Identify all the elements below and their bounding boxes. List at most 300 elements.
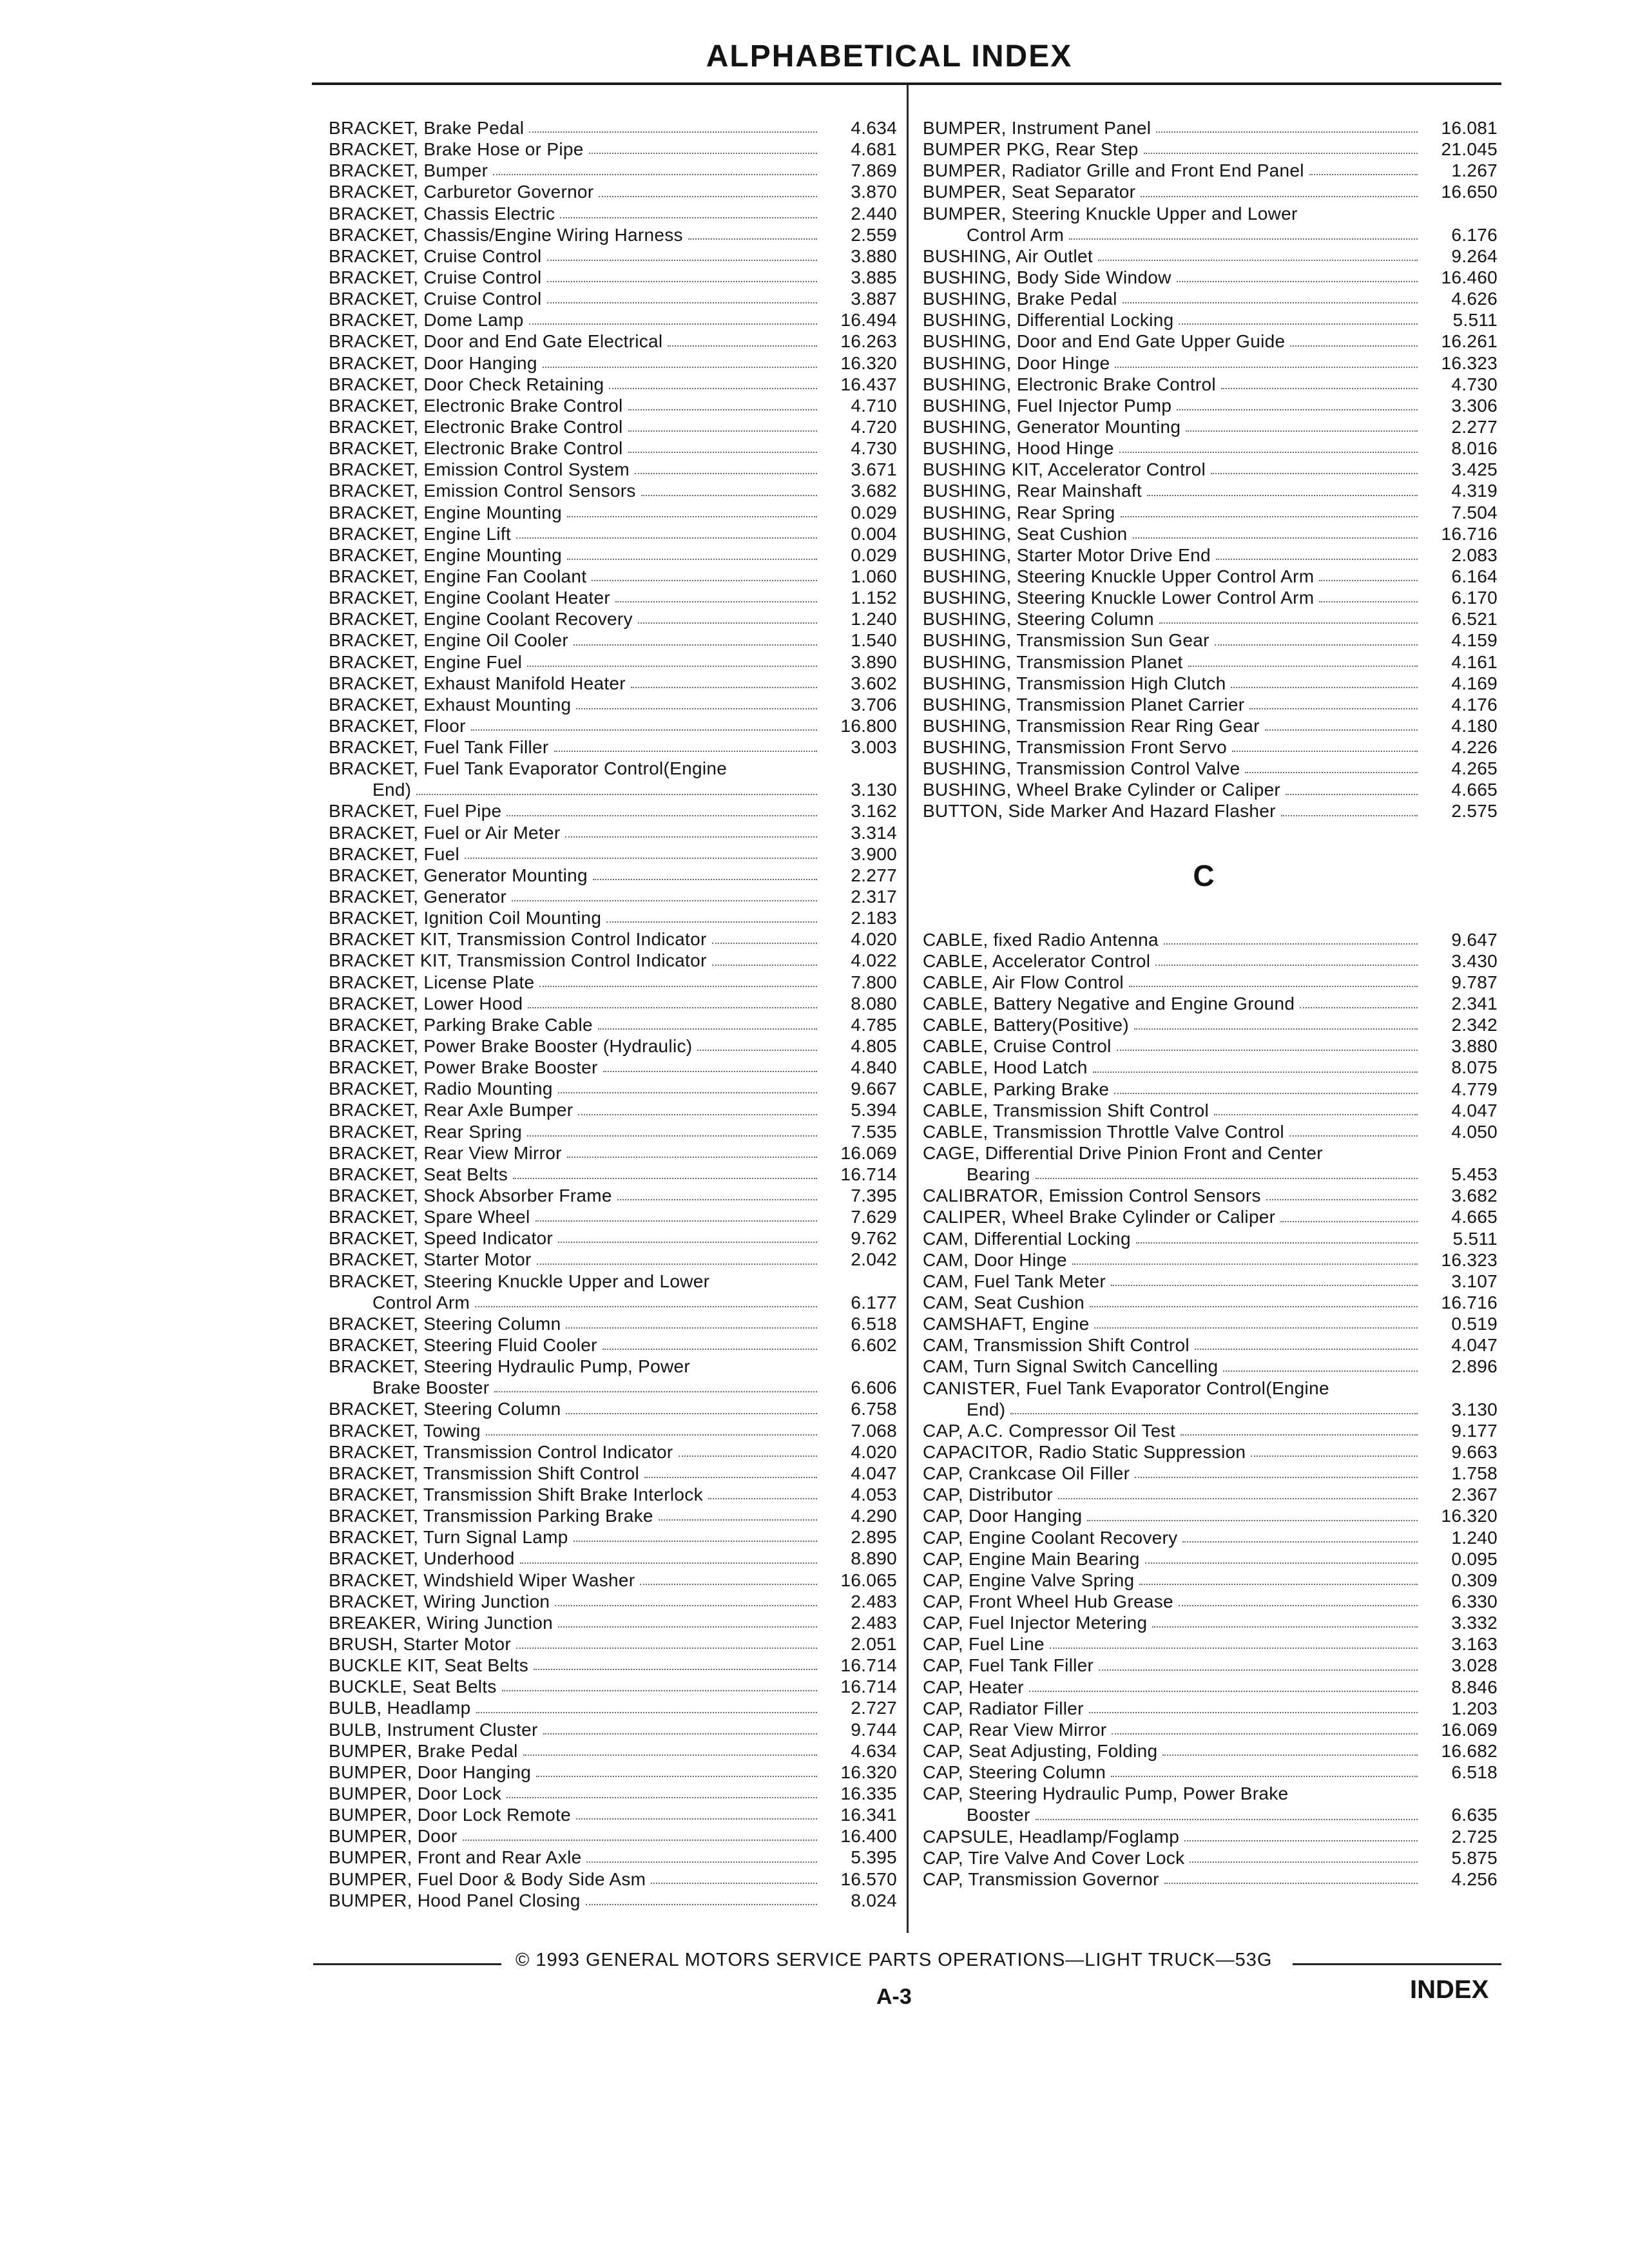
entry-page-ref: 21.045 — [1441, 139, 1498, 160]
footer-copyright: © 1993 GENERAL MOTORS SERVICE PARTS OPERATIONS—LIGHT TRUCK—53G — [516, 1950, 1273, 1970]
entry-label: BUSHING, Transmission Planet Carrier — [923, 694, 1245, 715]
index-entry — [329, 1164, 897, 1185]
entry-page-ref: 6.170 — [1451, 588, 1498, 608]
entry-label: CABLE, Hood Latch — [923, 1057, 1088, 1078]
entry-page-ref: 9.663 — [1451, 1442, 1498, 1462]
entry-label: BRACKET, Chassis/Engine Wiring Harness — [329, 224, 683, 245]
entry-page-ref: 4.159 — [1451, 630, 1498, 651]
entry-label: BRACKET, Wiring Junction — [329, 1591, 550, 1611]
entry-label: BRUSH, Starter Motor — [329, 1633, 511, 1654]
entry-label: CABLE, Parking Brake — [923, 1079, 1110, 1099]
entry-label: CAP, Engine Coolant Recovery — [923, 1527, 1178, 1548]
index-entry — [329, 395, 897, 416]
dot-leader — [547, 260, 817, 261]
entry-page-ref: 4.047 — [1451, 1100, 1498, 1120]
entry-page-ref: 3.107 — [1451, 1271, 1498, 1291]
index-entry — [329, 1612, 897, 1633]
entry-label: BRACKET, Windshield Wiper Washer — [329, 1570, 635, 1590]
entry-page-ref: 5.395 — [851, 1847, 897, 1868]
entry-label: BRACKET, Emission Control System — [329, 459, 630, 480]
entry-page-ref: 8.024 — [851, 1890, 897, 1910]
entry-page-ref: 4.265 — [1451, 758, 1498, 779]
entry-page-ref: 8.080 — [851, 993, 897, 1014]
dot-leader — [1117, 1050, 1418, 1051]
dot-leader — [1186, 430, 1418, 432]
index-entry — [329, 502, 897, 523]
index-entry — [923, 1420, 1498, 1441]
entry-label: Brake Booster — [372, 1378, 490, 1398]
entry-page-ref: 6.602 — [851, 1335, 897, 1355]
dot-leader — [603, 1071, 817, 1072]
entry-page-ref: 16.081 — [1441, 117, 1498, 138]
entry-page-ref: 16.714 — [840, 1655, 897, 1676]
dot-leader — [679, 1456, 817, 1457]
index-entry — [329, 1099, 897, 1120]
entry-page-ref: 7.869 — [851, 160, 897, 181]
entry-page-ref: 6.758 — [851, 1399, 897, 1419]
index-entry — [329, 1697, 897, 1718]
entry-label: BRACKET, Rear Spring — [329, 1121, 523, 1142]
index-entry — [329, 1762, 897, 1783]
entry-page-ref: 3.890 — [851, 651, 897, 672]
index-entry — [923, 437, 1498, 459]
entry-label: BRACKET, Engine Coolant Heater — [329, 588, 610, 608]
dot-leader — [1090, 1306, 1418, 1307]
index-entry — [329, 523, 897, 544]
entry-label: BRACKET, Power Brake Booster — [329, 1057, 598, 1078]
entry-page-ref: 9.177 — [1451, 1420, 1498, 1441]
index-entry — [923, 1079, 1498, 1100]
entry-label: BRACKET, Door Check Retaining — [329, 374, 604, 394]
dot-leader — [558, 1626, 817, 1628]
dot-leader — [476, 1712, 817, 1713]
dot-leader — [1162, 1754, 1418, 1756]
entry-page-ref: 3.682 — [851, 481, 897, 501]
entry-page-ref: 0.029 — [851, 502, 897, 523]
index-entry — [923, 1334, 1498, 1356]
dot-leader — [1133, 537, 1418, 539]
index-entry — [329, 843, 897, 865]
index-entry — [923, 1548, 1498, 1570]
entry-label: BRACKET, Radio Mounting — [329, 1079, 553, 1099]
entry-label: CAP, Fuel Line — [923, 1634, 1045, 1655]
index-entry — [923, 1698, 1498, 1719]
entry-label: BUSHING, Door and End Gate Upper Guide — [923, 331, 1286, 352]
entry-page-ref: 16.320 — [840, 1762, 897, 1782]
index-entry — [923, 673, 1498, 694]
entry-label: CAP, Steering Hydraulic Pump, Power Brake — [923, 1783, 1289, 1804]
index-entry — [923, 1100, 1498, 1121]
entry-label: BUSHING, Steering Knuckle Upper Control Arm — [923, 566, 1315, 586]
index-entry — [329, 309, 897, 331]
entry-label: BUSHING, Electronic Brake Control — [923, 374, 1216, 394]
dot-leader — [1231, 687, 1418, 688]
index-entry — [923, 1249, 1498, 1271]
entry-page-ref: 3.706 — [851, 694, 897, 715]
entry-page-ref: 6.177 — [851, 1292, 897, 1312]
entry-label: BRACKET, Towing — [329, 1420, 481, 1441]
index-entry — [923, 587, 1498, 608]
index-entry — [329, 245, 897, 267]
entry-page-ref: 16.263 — [840, 331, 897, 352]
entry-page-ref: 2.042 — [851, 1249, 897, 1270]
entry-label: Control Arm — [372, 1292, 470, 1312]
index-entry — [923, 929, 1498, 950]
index-entry — [923, 1206, 1498, 1227]
dot-leader — [606, 921, 817, 923]
index-entry — [923, 224, 1498, 245]
index-entry — [329, 374, 897, 395]
index-entry — [329, 1313, 897, 1334]
index-entry — [329, 1676, 897, 1697]
dot-leader — [1147, 495, 1418, 496]
dot-leader — [1036, 1819, 1418, 1820]
dot-leader — [1266, 1199, 1418, 1200]
index-entry — [923, 1826, 1498, 1847]
entry-label: BRACKET, Floor — [329, 715, 466, 736]
dot-leader — [493, 174, 817, 175]
entry-label: BRACKET, Steering Column — [329, 1399, 561, 1419]
entry-page-ref: 2.183 — [851, 908, 897, 928]
dot-leader — [1094, 1327, 1418, 1329]
dot-leader — [1309, 174, 1418, 175]
dot-leader — [558, 1092, 817, 1093]
dot-leader — [520, 1562, 817, 1564]
index-entry — [329, 1505, 897, 1526]
dot-leader — [617, 1199, 817, 1200]
entry-label: BRACKET, Transmission Control Indicator — [329, 1441, 673, 1462]
index-entry — [923, 374, 1498, 395]
entry-label: CAP, Crankcase Oil Filler — [923, 1463, 1130, 1484]
entry-label: BUSHING, Generator Mounting — [923, 416, 1181, 437]
entry-page-ref: 3.425 — [1451, 459, 1498, 480]
entry-page-ref: 2.575 — [1451, 801, 1498, 822]
entry-page-ref: 2.895 — [851, 1527, 897, 1548]
entry-label: BUMPER, Front and Rear Axle — [329, 1847, 582, 1868]
dot-leader — [593, 879, 817, 880]
dot-leader — [1089, 1712, 1418, 1713]
index-entry — [329, 822, 897, 843]
index-entry — [329, 1484, 897, 1505]
dot-leader — [1058, 1498, 1418, 1499]
index-entry — [923, 309, 1498, 331]
entry-page-ref: 7.504 — [1451, 502, 1498, 523]
dot-leader — [1249, 708, 1418, 709]
entry-label: CANISTER, Fuel Tank Evaporator Control(Engine — [923, 1378, 1329, 1398]
entry-label: BRACKET, Steering Fluid Cooler — [329, 1335, 597, 1355]
entry-label: BRACKET, Power Brake Booster (Hydraulic) — [329, 1036, 693, 1057]
dot-leader — [1139, 1584, 1418, 1585]
entry-page-ref: 3.163 — [1451, 1634, 1498, 1655]
dot-leader — [1319, 601, 1418, 602]
entry-page-ref: 6.518 — [851, 1313, 897, 1334]
index-entry — [329, 993, 897, 1014]
dot-leader — [1179, 1605, 1418, 1606]
index-entry — [923, 1655, 1498, 1676]
index-entry — [923, 950, 1498, 972]
index-entry — [923, 1762, 1498, 1783]
index-entry — [923, 395, 1498, 416]
entry-page-ref: 4.319 — [1451, 481, 1498, 501]
dot-leader — [1069, 238, 1418, 240]
entry-label: BRACKET, Engine Coolant Recovery — [329, 609, 633, 629]
dot-leader — [560, 217, 817, 218]
index-entry — [329, 673, 897, 694]
dot-leader — [651, 1883, 817, 1884]
index-entry — [329, 1890, 897, 1911]
entry-label: CALIBRATOR, Emission Control Sensors — [923, 1186, 1261, 1206]
index-entry — [329, 1078, 897, 1099]
index-entry — [923, 1633, 1498, 1655]
dot-leader — [1111, 1285, 1418, 1286]
index-entry — [329, 1570, 897, 1591]
entry-page-ref: 6.606 — [851, 1378, 897, 1398]
entry-page-ref: 3.003 — [851, 737, 897, 758]
entry-label: BRACKET, Turn Signal Lamp — [329, 1527, 568, 1548]
entry-page-ref: 6.518 — [1451, 1762, 1498, 1783]
dot-leader — [589, 153, 817, 154]
entry-label: BRACKET, Spare Wheel — [329, 1207, 530, 1227]
entry-page-ref: 2.051 — [851, 1633, 897, 1654]
index-entry — [329, 1398, 897, 1419]
dot-leader — [1135, 1477, 1418, 1478]
dot-leader — [1232, 751, 1418, 752]
index-entry — [329, 480, 897, 501]
index-entry — [329, 694, 897, 715]
entry-page-ref: 4.681 — [851, 139, 897, 160]
index-entry — [329, 416, 897, 437]
index-entry — [923, 715, 1498, 736]
index-entry — [923, 1463, 1498, 1484]
dot-leader — [598, 1028, 817, 1030]
entry-page-ref: 16.650 — [1441, 182, 1498, 202]
entry-label: BUSHING, Seat Cushion — [923, 523, 1128, 544]
index-entry — [923, 566, 1498, 587]
entry-page-ref: 2.277 — [1451, 416, 1498, 437]
index-entry — [329, 1057, 897, 1078]
entry-label: BRACKET, Transmission Shift Brake Interlock — [329, 1484, 703, 1504]
dot-leader — [494, 1391, 817, 1392]
entry-page-ref: 7.068 — [851, 1420, 897, 1441]
entry-page-ref: 6.521 — [1451, 609, 1498, 629]
index-entry — [329, 544, 897, 566]
entry-label: BUSHING, Rear Spring — [923, 502, 1115, 523]
index-entry — [329, 587, 897, 608]
index-entry — [329, 352, 897, 374]
entry-label: BRACKET, Underhood — [329, 1548, 515, 1569]
entry-page-ref: 4.730 — [851, 438, 897, 459]
index-entry — [923, 1505, 1498, 1526]
index-entry — [923, 1292, 1498, 1313]
index-entry — [923, 139, 1498, 160]
entry-page-ref: 16.494 — [840, 310, 897, 331]
dot-leader — [576, 708, 817, 709]
dot-leader — [1029, 1691, 1418, 1692]
dot-leader — [529, 131, 817, 133]
entry-page-ref: 9.647 — [1451, 929, 1498, 950]
dot-leader — [567, 516, 817, 517]
entry-label: CAP, Fuel Injector Metering — [923, 1613, 1148, 1633]
entry-label: CALIPER, Wheel Brake Cylinder or Caliper — [923, 1207, 1276, 1227]
dot-leader — [512, 900, 817, 901]
dot-leader — [578, 1114, 817, 1115]
footer-rule-right — [1293, 1963, 1501, 1965]
entry-page-ref: 4.710 — [851, 395, 897, 416]
dot-leader — [1281, 815, 1418, 816]
entry-label: CAPACITOR, Radio Static Suppression — [923, 1442, 1246, 1462]
entry-label: BUSHING, Transmission Control Valve — [923, 758, 1240, 779]
entry-page-ref: 6.164 — [1451, 566, 1498, 586]
index-entry — [329, 437, 897, 459]
entry-label: End) — [967, 1399, 1006, 1419]
entry-page-ref: 8.075 — [1451, 1057, 1498, 1078]
entry-page-ref: 0.309 — [1451, 1570, 1498, 1590]
index-entry — [923, 117, 1498, 139]
dot-leader — [529, 323, 817, 325]
index-entry — [923, 758, 1498, 779]
entry-label: CABLE, Cruise Control — [923, 1036, 1112, 1057]
dot-leader — [688, 238, 817, 240]
entry-page-ref: 4.634 — [851, 117, 897, 138]
index-entry — [923, 203, 1498, 224]
dot-leader — [609, 388, 817, 389]
dot-leader — [1290, 345, 1418, 347]
entry-label: Bearing — [967, 1164, 1030, 1185]
index-entry — [923, 1570, 1498, 1591]
entry-label: BUSHING, Starter Motor Drive End — [923, 544, 1211, 565]
entry-label: BRACKET, Seat Belts — [329, 1164, 508, 1184]
dot-leader — [567, 559, 817, 560]
dot-leader — [1099, 1669, 1418, 1671]
entry-page-ref: 5.394 — [851, 1100, 897, 1120]
index-entry — [329, 950, 897, 971]
entry-page-ref: 3.162 — [851, 801, 897, 822]
entry-page-ref: 3.314 — [851, 822, 897, 843]
entry-label: CAMSHAFT, Engine — [923, 1314, 1090, 1334]
dot-leader — [547, 281, 817, 282]
dot-leader — [475, 1306, 817, 1307]
entry-label: BRACKET, Bumper — [329, 160, 488, 181]
dot-leader — [535, 1220, 817, 1222]
entry-page-ref: 1.152 — [851, 588, 897, 608]
index-entry — [329, 1292, 897, 1313]
dot-leader — [1223, 1370, 1418, 1372]
entry-label: CAM, Door Hinge — [923, 1249, 1067, 1270]
index-entry — [923, 181, 1498, 202]
dot-leader — [628, 452, 817, 453]
entry-label: BRACKET, Generator — [329, 887, 507, 907]
entry-label: CABLE, Battery(Positive) — [923, 1015, 1129, 1035]
entry-label: CAP, Door Hanging — [923, 1506, 1083, 1526]
entry-label: BRACKET, Engine Oil Cooler — [329, 630, 568, 651]
dot-leader — [592, 580, 817, 581]
entry-page-ref: 2.896 — [1451, 1356, 1498, 1377]
index-entry — [923, 608, 1498, 629]
dot-leader — [659, 1519, 817, 1521]
index-entry — [329, 459, 897, 480]
dot-leader — [465, 858, 817, 859]
index-entry — [923, 544, 1498, 566]
entry-label: BRACKET, Steering Column — [329, 1313, 561, 1334]
entry-page-ref: 8.890 — [851, 1548, 897, 1569]
index-entry — [329, 1206, 897, 1227]
index-group-c — [923, 929, 1498, 1890]
entry-label: BRACKET, Lower Hood — [329, 993, 523, 1014]
entry-label: CAP, Seat Adjusting, Folding — [923, 1740, 1158, 1761]
dot-leader — [1300, 1007, 1418, 1008]
dot-leader — [628, 430, 817, 432]
dot-leader — [558, 1242, 817, 1243]
index-entry — [923, 352, 1498, 374]
entry-page-ref: 16.065 — [840, 1570, 897, 1590]
entry-label: BRACKET, Transmission Shift Control — [329, 1463, 639, 1483]
dot-leader — [1098, 260, 1418, 261]
entry-page-ref: 4.665 — [1451, 780, 1498, 800]
entry-page-ref: 4.290 — [851, 1506, 897, 1526]
entry-label: CAP, Transmission Governor — [923, 1869, 1159, 1889]
index-entry — [923, 1591, 1498, 1612]
dot-leader — [527, 666, 817, 667]
footer-rule-left — [313, 1963, 501, 1965]
entry-page-ref: 16.341 — [840, 1805, 897, 1825]
index-entry — [923, 459, 1498, 480]
entry-page-ref: 16.437 — [840, 374, 897, 394]
entry-label: CAGE, Differential Drive Pinion Front and Center — [923, 1143, 1323, 1164]
entry-page-ref: 4.785 — [851, 1014, 897, 1035]
index-entry — [329, 865, 897, 886]
entry-page-ref: 3.430 — [1451, 950, 1498, 971]
entry-label: BUSHING, Hood Hinge — [923, 438, 1114, 459]
entry-page-ref: 7.629 — [851, 1207, 897, 1227]
index-entry — [923, 993, 1498, 1014]
entry-page-ref: 9.744 — [851, 1719, 897, 1740]
entry-page-ref: 3.887 — [851, 289, 897, 309]
entry-label: BULB, Instrument Cluster — [329, 1719, 538, 1740]
entry-label: BRACKET, Electronic Brake Control — [329, 395, 623, 416]
dot-leader — [635, 473, 817, 474]
dot-leader — [536, 1776, 817, 1777]
entry-label: CAP, Rear View Mirror — [923, 1719, 1107, 1740]
entry-page-ref: 4.161 — [1451, 651, 1498, 672]
entry-page-ref: 4.022 — [851, 950, 897, 971]
index-entry — [329, 1719, 897, 1740]
entry-label: CAP, Engine Valve Spring — [923, 1570, 1135, 1590]
entry-page-ref: 5.511 — [1452, 310, 1498, 331]
entry-page-ref: 16.323 — [1441, 1249, 1498, 1270]
dot-leader — [586, 1861, 817, 1863]
index-entry — [329, 972, 897, 993]
dot-leader — [506, 1797, 817, 1798]
entry-page-ref: 9.762 — [851, 1228, 897, 1249]
index-entry — [329, 1869, 897, 1890]
dot-leader — [566, 1413, 817, 1414]
entry-label: BRACKET, Steering Knuckle Upper and Lower — [329, 1271, 710, 1291]
dot-leader — [712, 943, 817, 944]
dot-leader — [486, 1434, 817, 1436]
entry-label: CABLE, Transmission Shift Control — [923, 1100, 1210, 1120]
index-entry — [329, 181, 897, 202]
entry-page-ref: 6.635 — [1451, 1805, 1498, 1825]
entry-page-ref: 1.758 — [1451, 1463, 1498, 1484]
dot-leader — [1177, 281, 1418, 282]
entry-page-ref: 0.095 — [1451, 1548, 1498, 1569]
entry-label: BULB, Headlamp — [329, 1698, 471, 1718]
entry-page-ref: 3.870 — [851, 182, 897, 202]
dot-leader — [537, 1264, 817, 1265]
entry-label: CAP, Fuel Tank Filler — [923, 1655, 1094, 1676]
entry-label: BRACKET, Fuel Tank Filler — [329, 737, 549, 758]
section-letter: C — [1193, 858, 1215, 892]
